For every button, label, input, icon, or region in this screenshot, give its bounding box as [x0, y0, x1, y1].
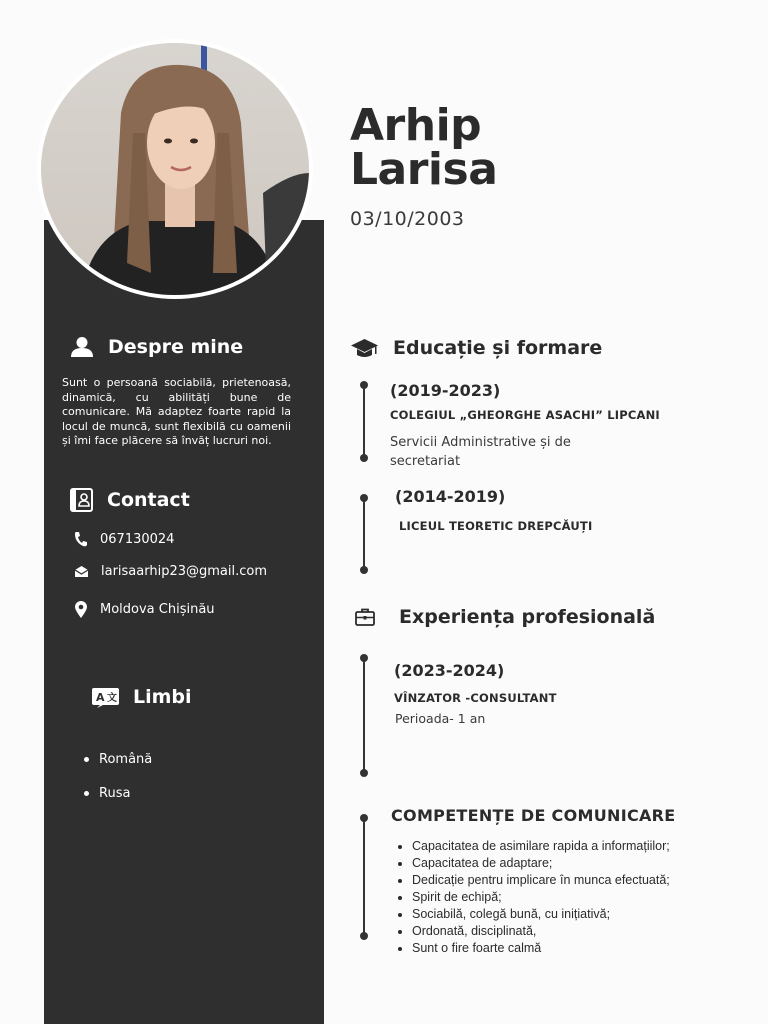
timeline-dot — [360, 454, 368, 462]
briefcase-icon — [355, 608, 375, 626]
education-institution-2: LICEUL TEORETIC DREPCĂUȚI — [399, 519, 593, 533]
translate-icon — [92, 686, 119, 708]
envelope-icon — [74, 565, 89, 578]
education-title: Educație și formare — [393, 337, 603, 359]
education-heading — [350, 337, 602, 359]
contact-location-row — [74, 600, 215, 619]
profile-photo — [37, 39, 313, 299]
svg-text:文: 文 — [107, 693, 117, 704]
list-item: • Sociabilă, colegă bună, cu inițiativă; — [412, 906, 672, 923]
timeline-line — [363, 657, 365, 773]
skills-title: COMPETENȚE DE COMUNICARE — [391, 806, 676, 825]
timeline-dot — [360, 769, 368, 777]
timeline-dot — [360, 381, 368, 389]
experience-duration-1: Perioada- 1 an — [395, 711, 486, 726]
list-item: • Capacitatea de asimilare rapida a informațiilor; — [412, 838, 672, 855]
first-name: Arhip — [350, 100, 482, 151]
timeline-line — [363, 818, 365, 936]
timeline-dot — [360, 932, 368, 940]
timeline-dot — [360, 654, 368, 662]
languages-title: Limbi — [133, 686, 192, 708]
timeline-line — [363, 384, 365, 458]
graduation-cap-icon — [350, 338, 379, 359]
education-institution-1: COLEGIUL „GHEORGHE ASACHI” LIPCANI — [390, 408, 660, 422]
location-pin-icon — [74, 600, 88, 619]
user-icon — [70, 336, 94, 358]
birth-date: 03/10/2003 — [350, 208, 465, 230]
timeline-dot — [360, 566, 368, 574]
languages-list — [84, 742, 152, 810]
full-name — [350, 100, 498, 195]
timeline-line — [363, 497, 365, 571]
list-item: Română — [84, 742, 152, 776]
skills-list — [398, 838, 672, 957]
experience-period-1: (2023-2024) — [394, 661, 505, 680]
education-period-1: (2019-2023) — [390, 381, 501, 400]
contact-phone: 067130024 — [100, 531, 175, 547]
contact-email-row — [74, 564, 267, 579]
list-item: • Sunt o fire foarte calmă — [412, 940, 672, 957]
experience-heading — [355, 606, 655, 628]
about-title: Despre mine — [108, 336, 244, 358]
list-item: Rusa — [84, 776, 152, 810]
contact-title: Contact — [107, 489, 190, 511]
phone-icon — [74, 531, 88, 547]
contact-heading — [70, 488, 190, 512]
list-item: • Capacitatea de adaptare; — [412, 855, 672, 872]
timeline-dot — [360, 494, 368, 502]
contact-book-icon — [70, 488, 93, 512]
about-heading — [70, 336, 243, 358]
experience-title: Experiența profesională — [399, 606, 656, 628]
svg-text:A: A — [96, 691, 105, 704]
contact-location: Moldova Chișinău — [100, 602, 215, 617]
list-item: • Spirit de echipă; — [412, 889, 672, 906]
contact-email: larisaarhip23@gmail.com — [101, 564, 268, 579]
languages-heading — [92, 686, 192, 708]
contact-phone-row — [74, 531, 174, 547]
list-item: • Ordonată, disciplinată, — [412, 923, 672, 940]
experience-role-1: VÎNZATOR -CONSULTANT — [394, 691, 557, 705]
timeline-dot — [360, 814, 368, 822]
list-item: • Dedicație pentru implicare în munca efectuată; — [412, 872, 672, 889]
about-text: Sunt o persoană sociabilă, prietenoasă, dinamică, cu abilități bune de comunicare. Mă adaptez foarte rapid la locul de muncă, sunt flexibilă cu oamenii și îmi face plăcere să învăț lucruri noi. — [62, 376, 291, 447]
last-name: Larisa — [350, 144, 498, 195]
education-description-1: Servicii Administrative și de secretariat — [390, 435, 571, 469]
education-period-2: (2014-2019) — [395, 487, 506, 506]
